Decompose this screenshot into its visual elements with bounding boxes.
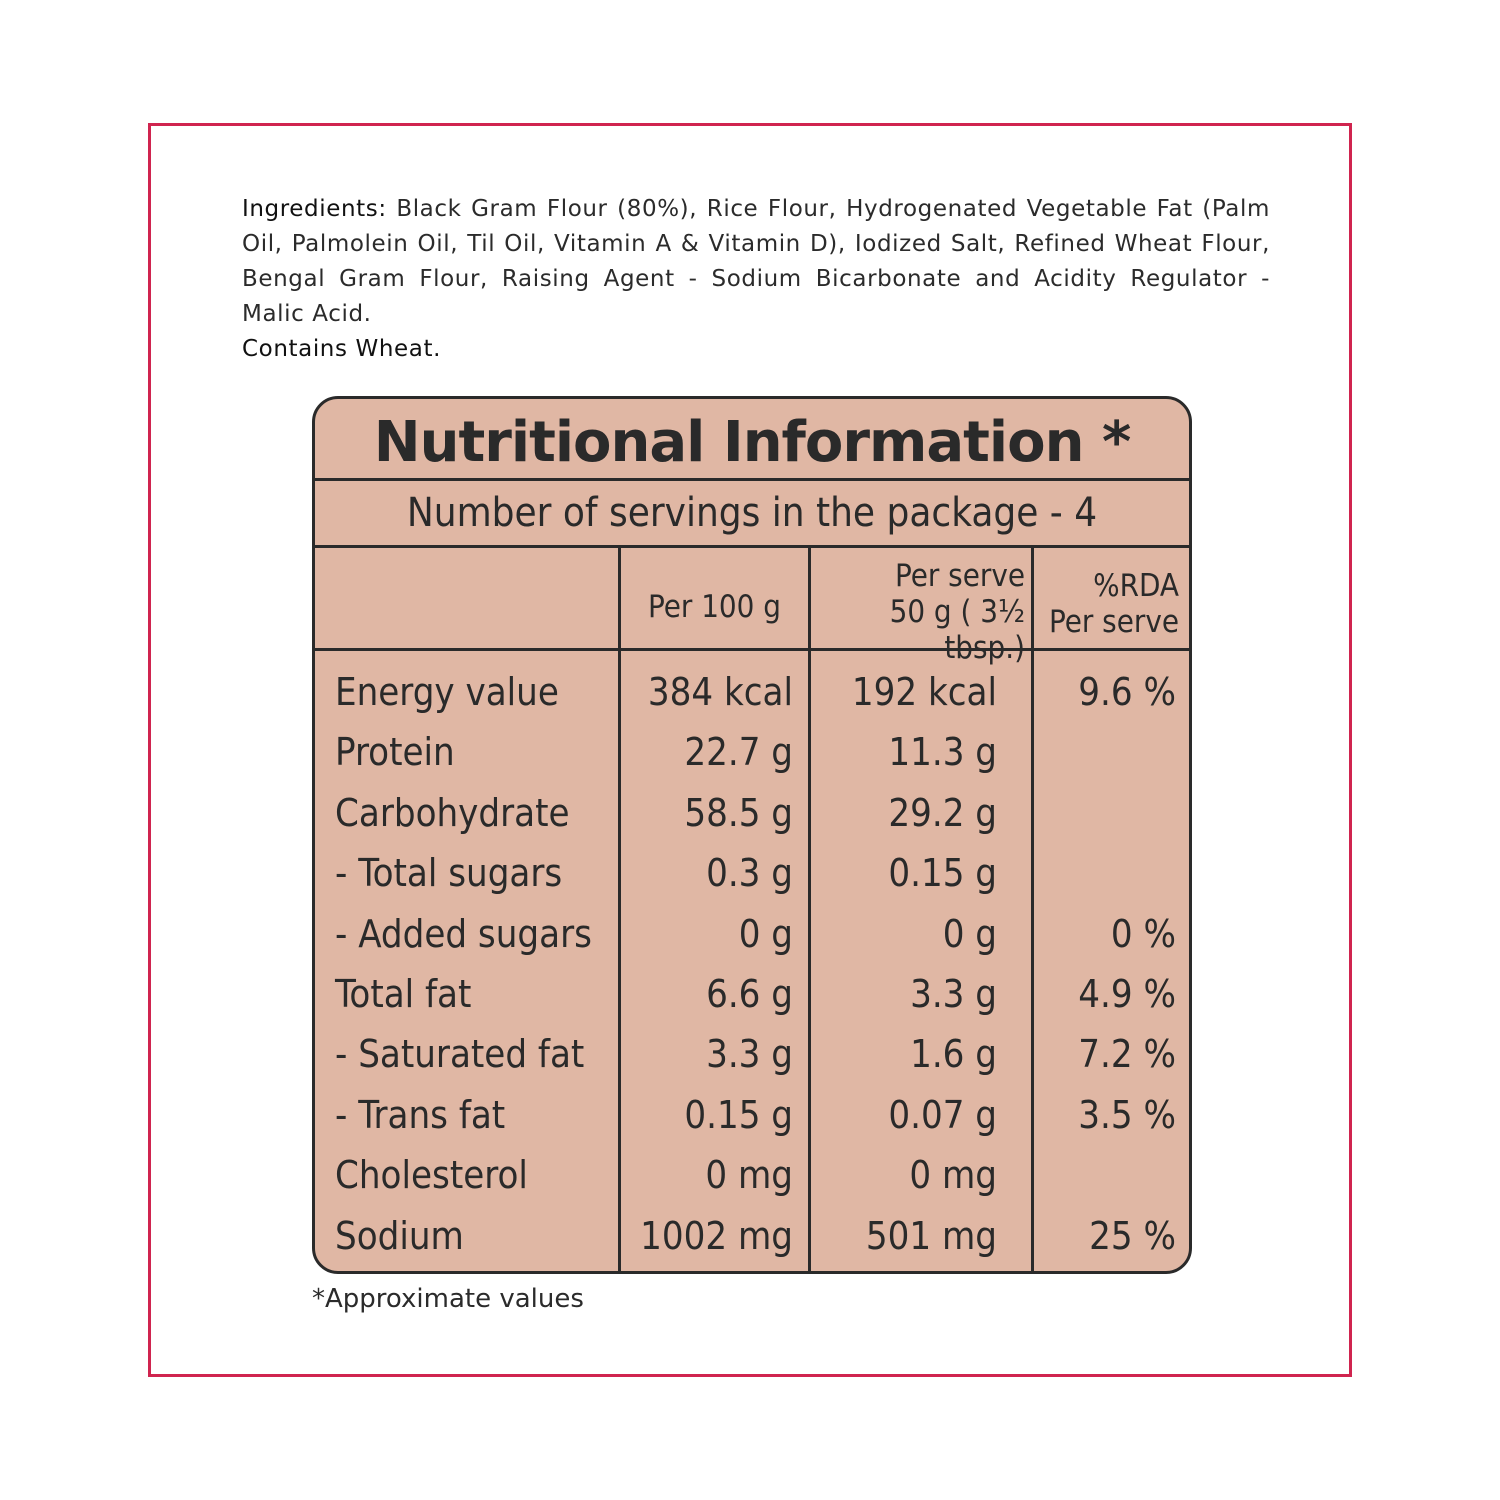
table-row bbox=[315, 662, 1189, 722]
rda-value: 25 % bbox=[1089, 1213, 1176, 1258]
rda-value: 3.5 % bbox=[1078, 1092, 1176, 1137]
ingredients-label: Ingredients: bbox=[242, 196, 387, 222]
nutrient-name: Cholesterol bbox=[335, 1153, 528, 1198]
per-100g-value: 0 g bbox=[738, 911, 793, 956]
per-100g-value: 1002 mg bbox=[640, 1213, 793, 1258]
per-serve-value: 29.2 g bbox=[888, 790, 997, 835]
table-row bbox=[315, 904, 1189, 964]
header-per-100g: Per 100 g bbox=[648, 589, 781, 625]
per-serve-value: 0 mg bbox=[909, 1153, 997, 1198]
footnote: *Approximate values bbox=[312, 1284, 584, 1314]
divider bbox=[315, 478, 1189, 481]
ingredients-block bbox=[242, 192, 1270, 367]
rda-value: 0 % bbox=[1110, 911, 1176, 956]
rda-value: 9.6 % bbox=[1078, 670, 1176, 714]
per-serve-value: 0 g bbox=[942, 911, 997, 956]
nutrition-title: Nutritional Information * bbox=[373, 410, 1131, 475]
header-per-serve bbox=[811, 548, 1025, 666]
nutrient-name: Carbohydrate bbox=[335, 790, 570, 835]
nutrient-name: - Trans fat bbox=[335, 1092, 506, 1137]
nutrient-name: - Added sugars bbox=[335, 911, 592, 956]
per-100g-value: 384 kcal bbox=[647, 670, 793, 714]
per-100g-value: 0.15 g bbox=[684, 1092, 793, 1137]
per-serve-value: 192 kcal bbox=[851, 670, 997, 714]
allergen-statement: Contains Wheat. bbox=[242, 336, 441, 362]
header-rda bbox=[1034, 548, 1179, 668]
per-serve-value: 0.07 g bbox=[888, 1092, 997, 1137]
table-row bbox=[315, 1024, 1189, 1084]
per-serve-value: 1.6 g bbox=[910, 1032, 997, 1077]
header-per-serve-line1: Per serve bbox=[894, 558, 1025, 594]
table-row bbox=[315, 1145, 1189, 1205]
header-rda-line1: %RDA bbox=[1093, 568, 1179, 604]
table-row bbox=[315, 783, 1189, 843]
header-per-serve-line2: 50 g ( 3½ tbsp.) bbox=[889, 594, 1025, 666]
nutrient-name: - Total sugars bbox=[335, 851, 563, 896]
rda-value: 7.2 % bbox=[1078, 1032, 1176, 1077]
per-100g-value: 0.3 g bbox=[706, 851, 793, 896]
per-serve-value: 11.3 g bbox=[888, 730, 997, 775]
per-100g-value: 0 mg bbox=[705, 1153, 793, 1198]
per-serve-value: 3.3 g bbox=[910, 971, 997, 1016]
nutrient-name: Protein bbox=[335, 730, 455, 775]
rda-value: 4.9 % bbox=[1078, 971, 1176, 1016]
nutrient-name: Sodium bbox=[335, 1213, 464, 1258]
table-row bbox=[315, 1206, 1189, 1266]
table-row bbox=[315, 1085, 1189, 1145]
table-row bbox=[315, 843, 1189, 903]
nutrition-panel bbox=[312, 396, 1192, 1274]
per-serve-value: 0.15 g bbox=[888, 851, 997, 896]
nutrition-rows bbox=[315, 662, 1189, 1266]
per-100g-value: 58.5 g bbox=[684, 790, 793, 835]
per-100g-value: 22.7 g bbox=[684, 730, 793, 775]
header-rda-line2: Per serve bbox=[1048, 604, 1179, 640]
servings-text: Number of servings in the package - 4 bbox=[406, 490, 1098, 536]
ingredients-text: Black Gram Flour (80%), Rice Flour, Hydrogenated Vegetable Fat (Palm Oil, Palmolein Oil, Til Oil, Vitamin A & Vitamin D), Iodized Salt, Refined Wheat Flour, Bengal Gram Flour, Raising Agent - Sodium Bicarbonate and Acidity Regulator - Malic Acid. bbox=[242, 196, 1270, 327]
per-100g-value: 3.3 g bbox=[706, 1032, 793, 1077]
nutrient-name: Energy value bbox=[335, 670, 559, 714]
table-row bbox=[315, 964, 1189, 1024]
per-100g-value: 6.6 g bbox=[706, 971, 793, 1016]
table-row bbox=[315, 722, 1189, 782]
nutrient-name: Total fat bbox=[335, 971, 472, 1016]
nutrient-name: - Saturated fat bbox=[335, 1032, 585, 1077]
per-serve-value: 501 mg bbox=[865, 1213, 997, 1258]
